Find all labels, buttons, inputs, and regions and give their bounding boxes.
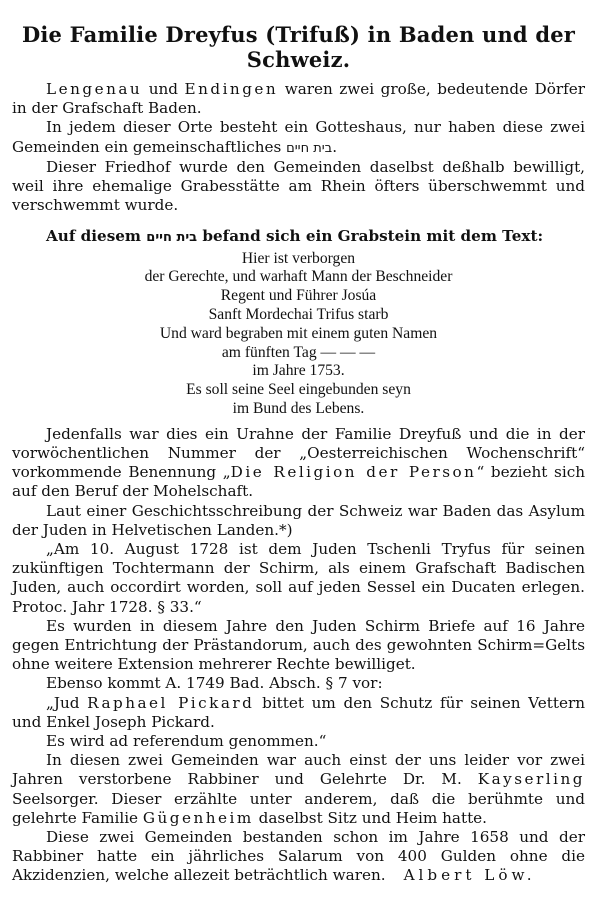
text-fragment: . [332,137,338,156]
text-fragment: Seelsorger. Dieser erzählte unter anderem, daß die berühmte und gelehrte Familie [12,789,585,827]
paragraph-gotteshaus [12,118,585,157]
epitaph-line: im Jahre 1753. [252,362,345,380]
text-fragment: „Jud [46,693,88,712]
epitaph-line: Sanft Mordechai Trifus starb [208,306,389,324]
text-fragment: “ bezieht sich auf den Beruf der Mohelschaft. [12,463,585,501]
epitaph-line: Es soll seine Seel eingebunden seyn [186,381,411,399]
hebrew-term: בית חיים [146,230,198,246]
paragraph-friedhof: Dieser Friedhof wurde den Gemeinden daselbst deßhalb bewilligt, weil ihre ehemalige Grabesstätte am Rhein öfters überschwemmt und verschwemmt wurde. [12,157,585,215]
article-title: Die Familie Dreyfus (Trifuß) in Baden und der Schweiz. [21,22,576,72]
paragraph-villages [12,80,585,118]
epitaph-line: der Gerechte, und warhaft Mann der Beschneider [144,268,453,286]
paragraph-pickard [12,694,585,732]
spaced-phrase: Die Religion der Person [230,463,477,482]
paragraph-rabbiner [12,828,585,886]
spaced-name: Raphael Pickard [87,693,255,712]
text-fragment: waren zwei große, bedeutende Dörfer in der Grafschaft Baden. [12,80,585,118]
epitaph-line: im Bund des Lebens. [232,400,365,417]
paragraph-kayserling [12,751,585,828]
text-fragment: und [142,80,185,98]
text-fragment: befand sich ein Grabstein mit dem Text: [197,227,544,246]
text-fragment: In diesen zwei Gemeinden war auch einst der uns leider vor zwei Jahren verstorbene Rabbiner und Gelehrte Dr. M. [12,751,585,789]
epitaph-block [12,250,585,419]
paragraph-grabstein-intro [12,227,585,247]
paragraph-schirmbriefe: Es wurden in diesem Jahre den Juden Schirm Briefe auf 16 Jahre gegen Entrichtung der Prästandorum, auch des gewohnten Schirm=Gelts ohne weitere Extension mehrerer Rechte bewilliget. [12,616,585,674]
paragraph-asylum: Laut einer Geschichtsschreibung der Schweiz war Baden das Asylum der Juden in Helvetischen Landen.*) [12,501,585,539]
place-name-lengenau: Lengenau [46,80,143,98]
paragraph-urahne [12,425,585,502]
text-fragment: Diese zwei Gemeinden bestanden schon im Jahre 1658 und der Rabbiner hatte ein jährliches Salarum von 400 Gulden ohne die Akzidenzien, welche allezeit beträchtlich waren. [12,828,585,885]
text-fragment: daselbst Sitz und Heim hatte. [253,808,487,827]
paragraph-referendum: Es wird ad referendum genommen.“ [46,732,327,751]
text-fragment: In jedem dieser Orte besteht ein Gotteshaus, nur haben diese zwei Gemeinden ein gemeinschaftliches [12,118,585,156]
epitaph-line: Regent und Führer Josúa [220,287,377,305]
place-name-endingen: Endingen [184,80,279,98]
text-fragment: bittet um den Schutz für seinen Vettern und Enkel Joseph Pickard. [12,693,585,731]
hebrew-term: בית חיים [286,140,333,156]
text-fragment: Auf diesem [46,227,147,246]
spaced-name: Gügenheim [142,808,254,827]
paragraph-1749: Ebenso kommt A. 1749 Bad. Absch. § 7 vor: [46,674,383,693]
epitaph-line: Und ward begraben mit einem guten Namen [159,324,438,342]
text-fragment: Jedenfalls war dies ein Urahne der Familie Dreyfuß und die in der vorwöchentlichen Nummer der „Oesterreichischen Wochenschrift“ vorkommende Benennung „ [12,424,585,482]
epitaph-line: Hier ist verborgen [241,249,356,267]
author-signature: Albert Löw. [403,866,536,885]
paragraph-quote-1728: „Am 10. August 1728 ist dem Juden Tschenli Tryfus für seinen zukünftigen Tochtermann der Schirm, als einem Grafschaft Badischen Juden, auch occordirt worden, soll auf jeden Sessel ein Ducaten erlegen. Protoc. Jahr 1728. § 33.“ [12,540,585,616]
spaced-name: Kayserling [477,770,585,789]
epitaph-line: am fünften Tag — — — [221,343,376,361]
